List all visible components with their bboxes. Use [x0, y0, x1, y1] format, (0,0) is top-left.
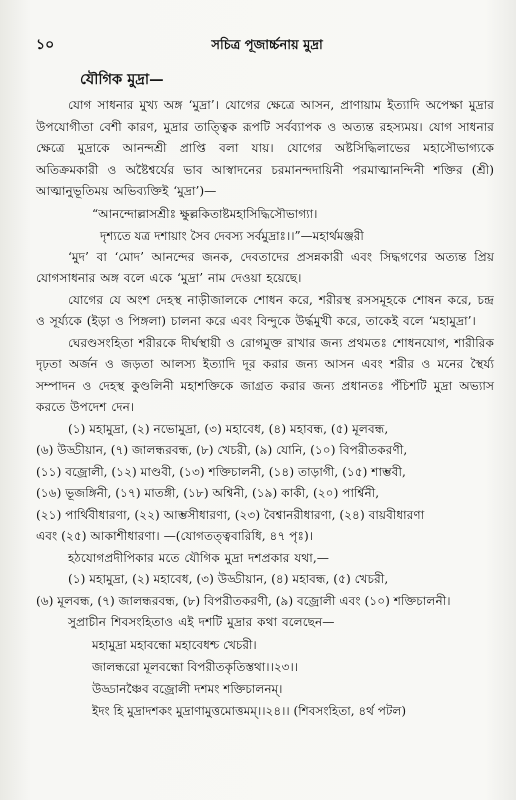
list-line: (১) মহামুদ্রা, (২) নভোমুদ্রা, (৩) মহাবেধ, (৪) মহাবন্ধ, (৫) মূলবন্ধ, — [68, 421, 389, 436]
list-line: (৬) উড্ডীয়ান, (৭) জালন্ধরবন্ধ, (৮) খেচরী, (৯) যোনি, (১০) বিপরীতকরণী, — [36, 443, 408, 457]
verse-line: ইদং হি মুদ্রাদশকং মুদ্রাণামুত্তমোত্তমম্।।২৪।। (শিবসংহিতা, ৪র্থ পটল) — [92, 703, 407, 718]
paragraph-shivasamhita: সুপ্রাচীন শিবসংহিতাও এই দশটি মুদ্রার কথা বলেছেন— — [68, 615, 335, 629]
paragraph-gheranda: ঘেরণ্ডসংহিতা শরীরকে দীর্ঘস্থায়ী ও রোগমুক্ত রাখার জন্য প্রথমতঃ শোধনযোগ, শারীরিক দৃঢ়তা অর্জন ও জড়তা আলস্য ইত্যাদি দূর করার জন্য আসন এবং শরীর ও মনের স্থৈর্য্য সম্পাদন ও দেহস্থ কুণ্ডলিনী মহাশক্তিকে জাগ্রত করার জন্য প্রধানতঃ পঁচিশটি মুদ্রা অভ্যাস করতে উপদেশ দেন। — [36, 335, 494, 414]
verse-line: উড্ডানঞ্চৈব বজ্রোলী দশমং শক্তিচালনম্। — [92, 681, 283, 696]
page-number: ১০ — [36, 37, 55, 53]
list-line: এবং (২৫) আকাশীধারণা। —(যোগতত্ত্ববারিধি, ৪৭ পৃঃ)। — [36, 529, 314, 543]
list-line: (১১) বজ্রোলী, (১২) মাণ্ডবী, (১৩) শক্তিচালনী, (১৪) তাড়াগী, (১৫) শাম্ভবী, — [36, 464, 406, 479]
verse-line: মহামুদ্রা মহাবন্ধো মহাবেধশ্চ খেচরী। — [92, 637, 257, 652]
paragraph-hathayoga: হঠযোগপ্রদীপিকার মতে যৌগিক মুদ্রা দশপ্রকার যথা,— — [68, 550, 329, 565]
list-line: (১৬) ভূজঙ্গিনী, (১৭) মাতঙ্গী, (১৮) অশ্বিনী, (১৯) কাকী, (২০) পার্শ্বিনী, — [36, 486, 380, 500]
paragraph-mahamudra-definition: যোগের যে অংশ দেহস্থ নাড়ীজালকে শোধন করে, শরীরস্থ রসসমূহকে শোষন করে, চন্দ্র ও সূর্য্যকে (ইড়া ও পিঙ্গলা) চালনা করে এবং বিন্দুকে উর্দ্ধমুখী করে, তাকেই বলে ‘মহামুদ্রা’। — [36, 292, 494, 328]
list-line: (৬) মূলবন্ধ, (৭) জালন্ধরবন্ধ, (৮) বিপরীতকরণী, (৯) বজ্রোলী এবং (১০) শক্তিচালনী। — [36, 593, 451, 608]
section-heading: যৌগিক মুদ্রা— — [80, 71, 164, 88]
running-title: সচিত্র পূজার্চ্চনায় মুদ্রা — [211, 38, 323, 53]
paragraph-mud-meaning: ‘মুদ’ বা ‘মোদ’ আনন্দের জনক, দেবতাদের প্রসন্নকারী এবং সিদ্ধগণের অত্যন্ত প্রিয় যোগসাধনার অঙ্গ বলে একে ‘মুদ্রা’ নাম দেওয়া হয়েছে। — [36, 249, 494, 285]
list-line: (২১) পার্থিবীধারণা, (২২) আম্ভসীধারণা, (২৩) বৈশ্বানরীধারণা, (২৪) বায়বীধারণা — [36, 507, 425, 522]
mudra-list-25 — [36, 419, 494, 548]
verse-line: দৃশ্যতে যত্র দশায়াং সৈব দেবস্য সর্বমুদ্রাঃ।।”—মহার্থমঞ্জরী — [100, 228, 364, 243]
mudra-list-10 — [36, 569, 494, 612]
running-header — [36, 36, 494, 55]
shloka-block — [36, 634, 494, 722]
list-line: (১) মহামুদ্রা, (২) মহাবেধ, (৩) উড্ডীয়ান, (৪) মহাবন্ধ, (৫) খেচরী, — [68, 572, 389, 586]
verse-line: জালন্ধরো মূলবন্ধো বিপরীতকৃতিস্তথা।।২৩।। — [92, 659, 299, 674]
verse-line: “আনন্দোল্লাসশ্রীঃ ক্ষুল্লকিতাষ্টমহাসিদ্ধিসৌভাগ্যা। — [92, 206, 318, 221]
paragraph-intro: যোগ সাধনার মুখ্য অঙ্গ ‘মুদ্রা’। যোগের ক্ষেত্রে আসন, প্রাণায়াম ইত্যাদি অপেক্ষা মুদ্রার উপযোগীতা বেশী কারণ, মুদ্রার তাত্ত্বিক রূপটি সর্বব্যাপক ও অত্যন্ত রহস্যময়। যোগ সাধনার ক্ষেত্রে মুদ্রাকে আনন্দশ্রী প্রাপ্তি বলা যায়। যোগের অষ্টসিদ্ধিলাভের মহাসৌভাগ্যকে অতিক্রমকারী ও অষ্টৈশ্বর্যের ভাব আস্বাদনের চরমানন্দদায়িনী পরমাত্মানন্দিনী শক্তির (শ্রী) আত্মানুভূতিময় অভিব্যক্তিই ‘মুদ্রা’)— — [36, 98, 494, 198]
